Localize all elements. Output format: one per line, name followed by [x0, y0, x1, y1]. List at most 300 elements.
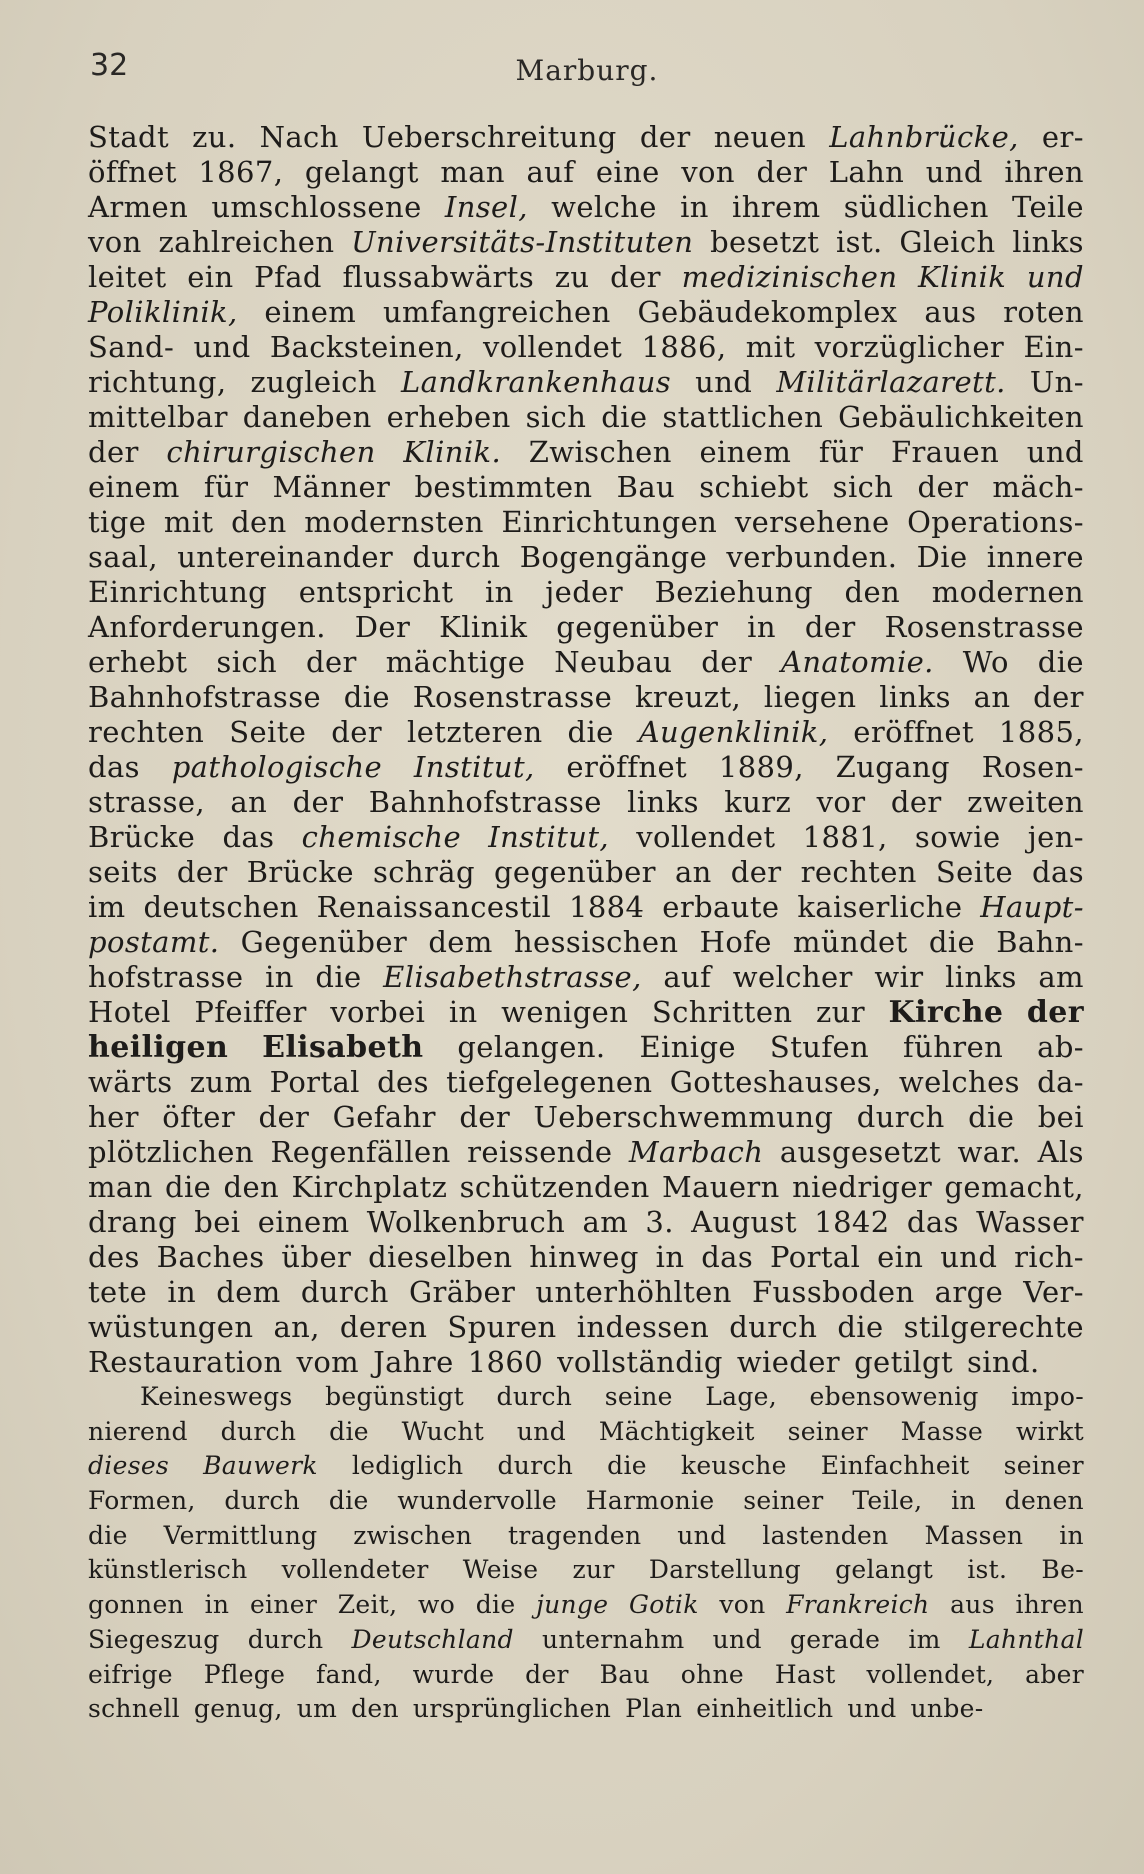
word: Frauen: [890, 435, 1000, 469]
text-line: [88, 750, 1084, 785]
word: Bahn-: [996, 925, 1084, 959]
word: wundervolle: [397, 1486, 557, 1516]
word: seiner: [787, 1416, 868, 1446]
word: von: [681, 155, 735, 189]
word: Einfachheit: [820, 1451, 970, 1481]
word: Anforderungen.: [88, 610, 326, 644]
word: der: [331, 715, 383, 749]
word: einem: [88, 470, 180, 504]
word: die: [607, 1451, 647, 1481]
text-line: [88, 855, 1084, 890]
word: zur: [572, 1555, 615, 1585]
word: an,: [273, 1310, 320, 1344]
word: chirurgischen: [166, 435, 376, 469]
text-line: [88, 1275, 1084, 1310]
word: Armen: [88, 190, 189, 224]
word: den: [223, 1170, 280, 1204]
word: unterhöhlten: [535, 1275, 732, 1309]
text-line: [88, 190, 1084, 225]
word: besetzt: [710, 225, 820, 259]
word: begünstigt: [325, 1382, 465, 1411]
word: Teile,: [852, 1486, 923, 1516]
word: 1842: [814, 1205, 890, 1239]
word: 1884: [568, 890, 645, 924]
word: links: [879, 680, 951, 714]
word: durch: [224, 1486, 301, 1516]
word: man: [88, 1170, 153, 1204]
word: die: [343, 680, 390, 714]
word: rechten: [88, 715, 205, 749]
word: und: [695, 365, 753, 399]
word: innere: [986, 540, 1084, 574]
text-line: [88, 1030, 1084, 1065]
text-line: [88, 260, 1084, 295]
word: Pfeiffer: [194, 995, 307, 1029]
word: Marbach: [628, 1135, 764, 1169]
word: strasse,: [88, 785, 206, 819]
word: welches: [898, 1065, 1020, 1099]
word: Stadt: [88, 120, 170, 154]
word: in: [448, 995, 478, 1029]
word: wo: [418, 1590, 456, 1620]
word: sowie: [914, 820, 1001, 854]
word: deren: [339, 1310, 428, 1344]
word: Lahnthal: [968, 1624, 1084, 1654]
word: der: [459, 1100, 511, 1134]
word: ihrem: [732, 190, 821, 224]
word: daneben: [242, 400, 372, 434]
word: der: [610, 260, 661, 294]
word: den: [844, 575, 901, 609]
word: Deutschland: [351, 1624, 514, 1654]
word: dieselben: [368, 1240, 513, 1274]
word: Nach: [259, 120, 339, 154]
text-line: [88, 1692, 1084, 1727]
text-line: [88, 785, 1084, 820]
word: auf: [663, 960, 712, 994]
word: die: [601, 400, 648, 434]
word: und: [516, 1416, 567, 1446]
word: jen-: [1027, 820, 1084, 854]
word: impo-: [1011, 1382, 1084, 1411]
word: mächtige: [385, 645, 526, 679]
word: links: [945, 960, 1017, 994]
word: bei: [194, 1205, 241, 1239]
word: Die: [916, 540, 968, 574]
word: und: [1026, 435, 1084, 469]
word: und: [193, 330, 251, 364]
word: eifrige: [88, 1659, 173, 1689]
word: ausgesetzt: [779, 1135, 942, 1169]
word: gonnen: [88, 1590, 184, 1620]
text-line: [88, 470, 1084, 505]
word: für: [818, 435, 864, 469]
word: unternahm: [541, 1624, 685, 1654]
text-line: [88, 575, 1084, 610]
word: Mauern: [661, 1170, 780, 1204]
word: gemacht,: [944, 1170, 1084, 1204]
word: heiligen: [88, 1030, 229, 1065]
text-line: [88, 1553, 1084, 1588]
word: zugleich: [250, 365, 377, 399]
word: die: [928, 925, 976, 959]
word: liegen: [763, 680, 857, 714]
word: durch: [300, 1275, 389, 1309]
word: Teile: [1011, 190, 1084, 224]
word: Portal: [769, 1240, 861, 1274]
word: der: [525, 1659, 569, 1689]
word: August: [691, 1205, 797, 1239]
word: Militärlazarett.: [776, 365, 1006, 399]
word: Wasser: [976, 1205, 1084, 1239]
word: Lage,: [705, 1382, 778, 1411]
word: Haupt-: [980, 890, 1084, 924]
word: Be-: [1041, 1555, 1084, 1585]
word: Mächtigkeit: [598, 1416, 755, 1446]
word: durch: [856, 1100, 945, 1134]
word: Einrichtung: [88, 575, 268, 609]
word: wenigen: [501, 995, 629, 1029]
word: Gebäulichkeiten: [838, 400, 1084, 434]
word: schiebt: [699, 470, 809, 504]
word: gegenüber: [556, 610, 719, 644]
word: leitet: [88, 260, 167, 294]
word: Keineswegs: [140, 1382, 293, 1411]
word: genug,: [193, 1694, 283, 1724]
word: letzteren: [407, 715, 543, 749]
word: postamt.: [88, 925, 220, 959]
word: führen: [903, 1030, 1004, 1064]
word: Ein-: [1023, 330, 1084, 364]
word: 1889,: [718, 750, 804, 784]
word: zu.: [192, 120, 237, 154]
word: einer: [249, 1590, 318, 1620]
word: Universitäts-Instituten: [351, 225, 694, 259]
word: einheitlich: [696, 1694, 834, 1724]
word: auf: [526, 155, 575, 189]
text-line: [88, 645, 1084, 680]
word: die: [837, 1310, 884, 1344]
text-line: [88, 1380, 1084, 1415]
word: Sand-: [88, 330, 175, 364]
word: ohne: [680, 1659, 744, 1689]
word: die: [1037, 645, 1084, 679]
word: Schritten: [651, 995, 793, 1029]
word: der: [88, 435, 139, 469]
word: Anatomie.: [781, 645, 934, 679]
text-line: [88, 1623, 1084, 1658]
text-line: [88, 995, 1084, 1030]
word: Formen,: [88, 1486, 196, 1516]
word: Hotel: [88, 995, 171, 1029]
word: des: [88, 1240, 140, 1274]
word: seine: [604, 1382, 673, 1411]
word: dieses: [88, 1451, 170, 1481]
word: rich-: [1014, 1240, 1084, 1274]
word: die: [567, 715, 614, 749]
word: Siegeszug: [88, 1624, 220, 1654]
word: Zeit,: [337, 1590, 398, 1620]
word: vollendet: [636, 820, 776, 854]
word: verbunden.: [726, 540, 898, 574]
text-line: [88, 155, 1084, 190]
word: schützenden: [459, 1170, 650, 1204]
word: Renaissancestil: [316, 890, 552, 924]
word: unbe-: [910, 1694, 984, 1724]
running-head: Marburg.: [515, 54, 659, 87]
word: der: [701, 645, 753, 679]
word: mittelbar: [88, 400, 228, 434]
word: denen: [1004, 1486, 1084, 1516]
word: fand,: [316, 1659, 382, 1689]
text-line: [88, 610, 1084, 645]
word: Klinik.: [403, 435, 502, 469]
word: 1860: [467, 1345, 544, 1379]
paragraph: [88, 1380, 1084, 1727]
word: junge: [536, 1590, 609, 1620]
word: Pflege: [203, 1659, 286, 1689]
text-line: [88, 505, 1084, 540]
word: durch: [497, 1451, 574, 1481]
word: künstlerisch: [88, 1555, 248, 1585]
body-text: [88, 120, 1084, 1727]
word: an: [230, 785, 268, 819]
word: aber: [1025, 1659, 1084, 1689]
word: durch: [412, 540, 501, 574]
text-line: [88, 400, 1084, 435]
text-line: [88, 890, 1084, 925]
text-line: [88, 1484, 1084, 1519]
word: Elisabeth: [262, 1030, 424, 1065]
word: Augenklinik,: [638, 715, 829, 749]
word: richtung,: [88, 365, 227, 399]
word: eröffnet: [853, 715, 974, 749]
word: Poliklinik,: [88, 295, 238, 329]
text-line: [88, 1519, 1084, 1554]
word: über: [281, 1240, 352, 1274]
word: von: [719, 1590, 766, 1620]
word: ihren: [1004, 155, 1084, 189]
word: stilgerechte: [903, 1310, 1084, 1344]
word: gelangt: [304, 155, 419, 189]
word: die: [968, 1100, 1015, 1134]
word: von: [88, 225, 142, 259]
word: Hofe: [699, 925, 772, 959]
word: Seite: [229, 715, 307, 749]
word: die: [88, 1520, 128, 1550]
word: deutschen: [143, 890, 299, 924]
word: getilgt: [854, 1345, 954, 1379]
word: sich: [525, 400, 587, 434]
word: in: [1059, 1520, 1084, 1550]
text-line: [88, 680, 1084, 715]
word: um: [296, 1694, 338, 1724]
word: der: [756, 155, 808, 189]
word: den: [351, 1694, 399, 1724]
word: kurz: [724, 785, 792, 819]
word: Beziehung: [654, 575, 813, 609]
text-line: [88, 1588, 1084, 1623]
text-line: [88, 365, 1084, 400]
text-line: [88, 330, 1084, 365]
word: in: [655, 1240, 685, 1274]
word: kaiserliche: [797, 890, 963, 924]
word: Männer: [272, 470, 391, 504]
word: hinweg: [529, 1240, 639, 1274]
word: der: [917, 470, 969, 504]
word: Einrichtungen: [501, 505, 718, 539]
word: gegenüber: [493, 855, 656, 889]
word: die: [329, 1416, 369, 1446]
word: man: [440, 155, 505, 189]
word: durch: [496, 1382, 573, 1411]
word: am: [1038, 960, 1084, 994]
word: aus: [950, 1590, 995, 1620]
page-header: [90, 48, 1084, 98]
text-line: [88, 1449, 1084, 1484]
word: der: [1026, 995, 1084, 1030]
word: in: [951, 1486, 976, 1516]
word: der: [804, 610, 856, 644]
word: schräg: [372, 855, 475, 889]
word: und: [677, 1520, 727, 1550]
word: lediglich: [351, 1451, 464, 1481]
word: welcher: [732, 960, 853, 994]
word: gerade: [789, 1624, 881, 1654]
word: zur: [816, 995, 866, 1029]
word: Bau: [616, 470, 676, 504]
word: arge: [934, 1275, 1004, 1309]
word: den: [231, 505, 287, 539]
word: ihren: [1015, 1590, 1084, 1620]
word: Lahnbrücke,: [829, 120, 1019, 154]
word: saal,: [88, 540, 158, 574]
word: und: [1026, 260, 1084, 294]
word: Institut,: [413, 750, 535, 784]
word: ist.: [835, 225, 883, 259]
word: erhebt: [88, 645, 188, 679]
word: im: [908, 1624, 941, 1654]
word: indessen: [576, 1310, 710, 1344]
word: seits: [88, 855, 158, 889]
word: ein: [877, 1240, 924, 1274]
word: Pfad: [254, 260, 322, 294]
word: aus: [924, 295, 977, 329]
word: Bogengänge: [519, 540, 708, 574]
word: keusche: [680, 1451, 787, 1481]
word: Als: [1037, 1135, 1084, 1169]
word: gelangen.: [457, 1030, 606, 1064]
word: und: [925, 155, 983, 189]
word: das: [222, 820, 275, 854]
word: Gefahr: [332, 1100, 436, 1134]
word: Kirche: [888, 995, 1004, 1030]
word: Harmonie: [585, 1486, 715, 1516]
text-line: [88, 435, 1084, 470]
word: einem: [699, 435, 792, 469]
word: an: [973, 680, 1011, 714]
word: ursprünglichen: [412, 1694, 612, 1724]
word: Backsteinen,: [269, 330, 464, 364]
word: das: [1032, 855, 1084, 889]
text-line: [88, 1135, 1084, 1170]
word: öfter: [162, 1100, 236, 1134]
word: Gebäudekomplex: [637, 295, 898, 329]
word: Fussboden: [751, 1275, 915, 1309]
word: Brücke: [88, 820, 196, 854]
word: nierend: [88, 1416, 188, 1446]
word: Operations-: [907, 505, 1084, 539]
word: zwischen: [353, 1520, 473, 1550]
word: Zugang: [835, 750, 950, 784]
word: Plan: [625, 1694, 683, 1724]
word: Gegenüber: [240, 925, 408, 959]
text-line: [88, 1205, 1084, 1240]
text-line: [88, 225, 1084, 260]
word: Stufen: [769, 1030, 870, 1064]
word: Lahn: [828, 155, 905, 189]
word: Einige: [639, 1030, 736, 1064]
word: links: [627, 785, 699, 819]
word: wüstungen: [88, 1310, 254, 1344]
word: wirkt: [1015, 1416, 1084, 1446]
word: hofstrasse: [88, 960, 244, 994]
word: mit: [745, 330, 796, 364]
word: in: [484, 575, 514, 609]
word: die: [165, 1170, 212, 1204]
word: versehene: [734, 505, 890, 539]
word: niedriger: [792, 1170, 933, 1204]
word: pathologische: [171, 750, 383, 784]
word: tige: [88, 505, 147, 539]
word: die: [475, 1590, 516, 1620]
word: Spuren: [447, 1310, 557, 1344]
word: medizinischen: [681, 260, 898, 294]
word: modernsten: [304, 505, 484, 539]
word: modernen: [931, 575, 1084, 609]
word: im: [88, 890, 126, 924]
word: 1885,: [998, 715, 1084, 749]
word: in: [747, 610, 776, 644]
word: Vermittlung: [163, 1520, 318, 1550]
word: Bahnhofstrasse: [88, 680, 322, 714]
word: untereinander: [177, 540, 394, 574]
word: er-: [1041, 120, 1084, 154]
word: durch: [247, 1624, 324, 1654]
word: ebensowenig: [809, 1382, 979, 1411]
word: war.: [957, 1135, 1022, 1169]
word: Wo: [962, 645, 1009, 679]
word: und: [712, 1624, 762, 1654]
word: sind.: [967, 1345, 1040, 1379]
word: 1867,: [198, 155, 284, 189]
word: Neubau: [554, 645, 673, 679]
word: Gräber: [408, 1275, 516, 1309]
word: tiefgelegenen: [446, 1065, 653, 1099]
word: vorzüglicher: [814, 330, 1005, 364]
word: und: [847, 1694, 897, 1724]
word: vor: [816, 785, 866, 819]
word: gelangt: [835, 1555, 934, 1585]
word: Jahre: [373, 1345, 454, 1379]
word: ein: [187, 260, 234, 294]
word: Insel,: [444, 190, 528, 224]
word: wir: [874, 960, 924, 994]
word: bei: [1037, 1100, 1084, 1134]
word: der: [176, 855, 228, 889]
word: Klinik: [439, 610, 528, 644]
word: Kirchplatz: [291, 1170, 448, 1204]
